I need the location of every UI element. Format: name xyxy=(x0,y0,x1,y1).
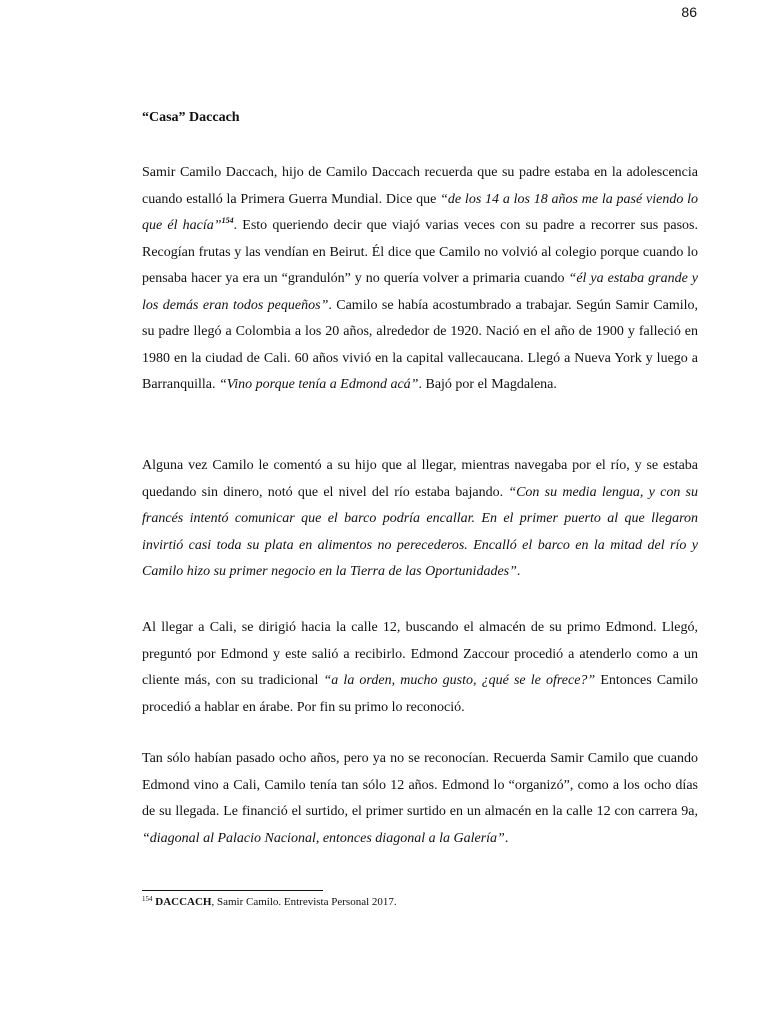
section-heading: “Casa” Daccach xyxy=(142,110,240,125)
text: Tan sólo habían pasado ocho años, pero ya no se reconocían. Recuerda Samir Camilo que cuando Edmond vino a Cali, Camilo tenía tan sólo 12 años. Edmond lo “organizó”, como a los ocho días de su llegada. Le financió el surtido, el primer surtido en un almacén en la calle 12 con carrera 9a, xyxy=(142,751,698,819)
paragraph-3 xyxy=(142,615,698,721)
quote: “diagonal al Palacio Nacional, entonces diagonal a la Galería” xyxy=(142,830,505,846)
paragraph-2 xyxy=(142,453,698,586)
footnote-number: 154 xyxy=(142,895,153,903)
paragraph-1 xyxy=(142,160,698,399)
text: Samir Camilo Daccach, hijo de Camilo Daccach recuerda que su padre estaba en la adolescencia cuando estalló la Primera Guerra Mundial. Dice que xyxy=(142,165,698,207)
quote: “a la orden, mucho gusto, ¿qué se le ofrece?” xyxy=(323,673,596,688)
paragraph-4 xyxy=(142,746,698,852)
footnote xyxy=(142,896,397,908)
text: Entonces Camilo procedió a hablar en árabe. Por fin su primo lo reconoció. xyxy=(142,673,699,715)
text: . Bajó por el Magdalena. xyxy=(418,377,557,392)
text: Al llegar a Cali, se dirigió hacia la calle 12, buscando el almacén de su primo Edmond. Llegó, preguntó por Edmond y este salió a recibirlo. Edmond Zaccour procedió a atenderlo como a un cliente más, con su tradicional xyxy=(142,620,698,688)
text: . xyxy=(504,830,509,846)
footnote-separator xyxy=(142,890,323,891)
page-number: 86 xyxy=(681,4,697,20)
quote: “Vino porque tenía a Edmond acá” xyxy=(218,377,419,392)
quote: “Con su media lengua, y con su francés intentó comunicar que el barco podría encallar. En el primer puerto al que llegaron invirtió casi toda su plata en alimentos no perecederos. Encalló el barco en la mitad del río y Camilo hizo su primer negocio en la Tierra de las Oportunidades” xyxy=(142,484,699,579)
text: . Esto queriendo decir que viajó varias veces con su padre a recorrer sus pasos. Recogían frutas y las vendían en Beirut. Él dice que Camilo no volvió al colegio porque cuando lo pensaba hacer ya era un “grandulón” y no quería volver a primaria cuando xyxy=(142,218,698,286)
footnote-author: DACCACH xyxy=(155,896,212,908)
text: Alguna vez Camilo le comentó a su hijo que al llegar, mientras navegaba por el río, y se estaba quedando sin dinero, notó que el nivel del río estaba bajando. xyxy=(142,458,698,500)
footnote-reference[interactable]: 154 xyxy=(221,216,234,225)
quote: “él ya estaba grande y los demás eran todos pequeños” xyxy=(142,271,699,313)
footnote-text: , Samir Camilo. Entrevista Personal 2017. xyxy=(211,896,397,908)
quote: “de los 14 a los 18 años me la pasé viendo lo que él hacía” xyxy=(142,191,698,233)
text: . xyxy=(516,564,521,579)
text: . Camilo se había acostumbrado a trabajar. Según Samir Camilo, su padre llegó a Colombia a los 20 años, alrededor de 1920. Nació en el año de 1900 y falleció en 1980 en la ciudad de Cali. 60 años vivió en la capital vallecaucana. Llegó a Nueva York y luego a Barranquilla. xyxy=(142,297,698,392)
